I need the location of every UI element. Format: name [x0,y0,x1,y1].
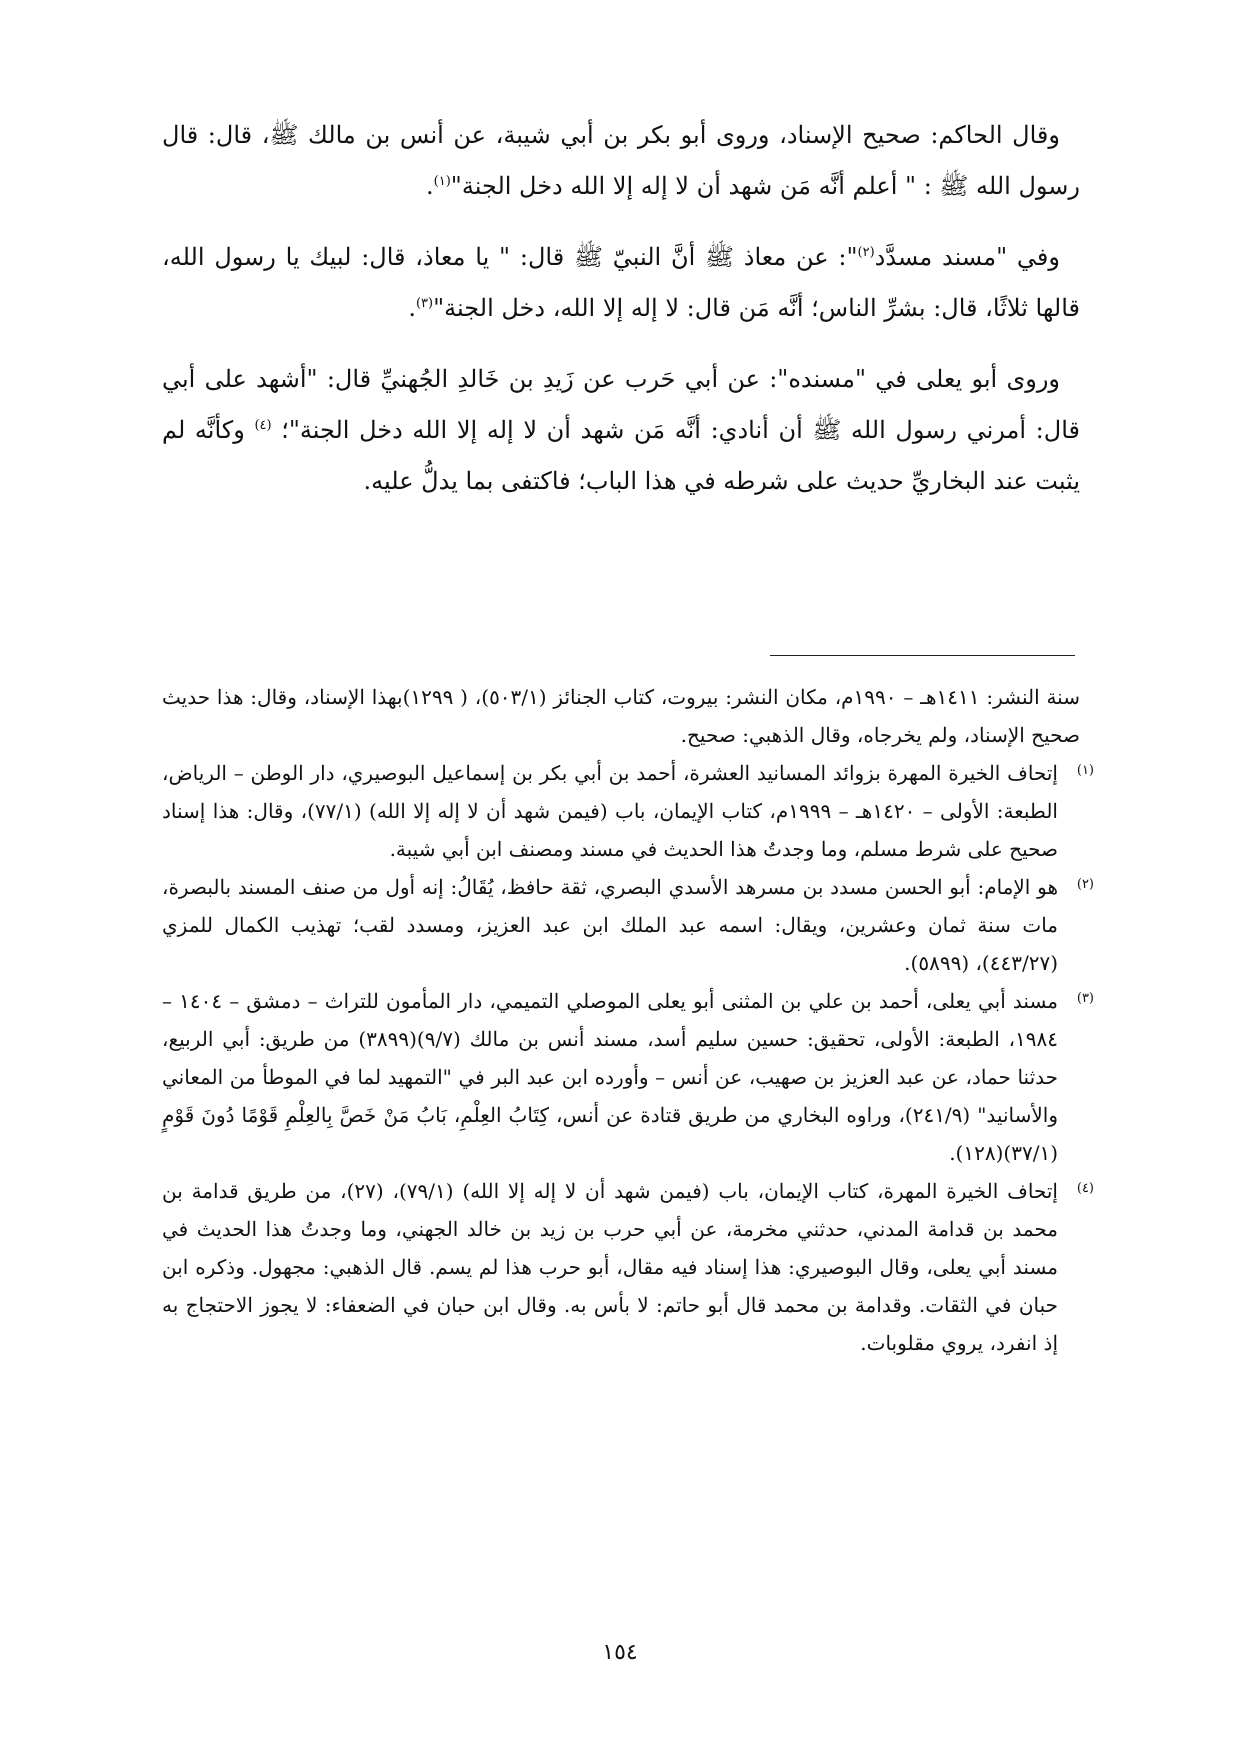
paragraph-1-tail: . [426,172,434,200]
footnote-2 [162,868,1094,982]
footnote-text-2: هو الإمام: أبو الحسن مسدد بن مسرهد الأسدي البصري، ثقة حافظ، يُقَالُ: إنه أول من صنف المسند بالبصرة، مات سنة ثمان وعشرين، ويقال: اسمه عبد الملك ابن عبد العزيز، ومسدد لقب؛ تهذيب الكمال للمزي (٤٤٣/٢٧)، (٥٨٩٩). [162,875,1058,975]
footnote-number-3: (٣) [1076,991,1094,1006]
footnote-ref-2[interactable]: (٢) [857,245,875,260]
main-text-body [162,110,1080,527]
paragraph-3 [162,354,1080,507]
footnote-1 [162,754,1094,868]
paragraph-2 [162,232,1080,334]
footnotes-section [162,678,1094,1362]
footnote-text-1: إتحاف الخيرة المهرة بزوائد المسانيد العشرة، أحمد بن أبي بكر بن إسماعيل البوصيري، دار الوطن – الرياض، الطبعة: الأولى – ١٤٢٠هـ – ١٩٩٩م، كتاب الإيمان، باب (فيمن شهد أن لا إله إلا الله) (٧٧/١)، وقال: هذا إسناد صحيح على شرط مسلم، وما وجدتُ هذا الحديث في مسند ومصنف ابن أبي شيبة. [162,761,1058,861]
footnote-text-3: مسند أبي يعلى، أحمد بن علي بن المثنى أبو يعلى الموصلي التميمي، دار المأمون للتراث – دمشق – ١٤٠٤ – ١٩٨٤، الطبعة: الأولى، تحقيق: حسين سليم أسد، مسند أنس بن مالك (٩/٧)(٣٨٩٩) من طريق: أبي الربيع، حدثنا حماد، عن عبد العزيز بن صهيب، عن أنس – وأورده ابن عبد البر في "التمهيد لما في الموطأ من المعاني والأسانيد" (٢٤١/٩)، وراوه البخاري من طريق قتادة عن أنس، كِتَابُ العِلْمِ، بَابُ مَنْ خَصَّ بِالعِلْمِ قَوْمًا دُونَ قَوْمٍ (٣٧/١)(١٢٨). [162,989,1058,1165]
paragraph-2-text-a: وفي "مسند مسدَّد [874,243,1060,271]
paragraph-2-text-b: ": عن معاذ ﷺ أنَّ النبيّ ﷺ قال: " يا معاذ، قال: لبيك يا رسول الله، قالها ثلاثًا، قال: بشرِّ الناس؛ أنَّه مَن قال: لا إله إلا الله، دخل الجنة" [162,243,1080,322]
footnote-ref-4[interactable]: (٤) [254,418,272,433]
paragraph-1-text: وقال الحاكم: صحيح الإسناد، وروى أبو بكر بن أبي شيبة، عن أنس بن مالك ﷺ، قال: قال رسول الله ﷺ : " أعلم أنَّه مَن شهد أن لا إله إلا الله دخل الجنة" [162,121,1080,200]
paragraph-2-tail: . [408,294,416,322]
footnote-ref-1[interactable]: (١) [433,174,451,189]
footnote-continuation: سنة النشر: ١٤١١هـ – ١٩٩٠م، مكان النشر: بيروت، كتاب الجنائز (٥٠٣/١)، ( ١٢٩٩)بهذا الإسناد، وقال: هذا حديث صحيح الإسناد، ولم يخرجاه، وقال الذهبي: صحيح. [162,685,1080,747]
footnote-separator [770,655,1075,656]
footnote-3 [162,982,1094,1172]
footnote-4 [162,1172,1094,1362]
footnote-number-4: (٤) [1076,1181,1094,1196]
footnote-number-1: (١) [1076,763,1094,778]
footnote-ref-3[interactable]: (٣) [415,296,434,311]
footnote-number-2: (٢) [1076,877,1094,892]
paragraph-3-text-a: وروى أبو يعلى في "مسنده": عن أبي حَرب عن زَيدِ بن خَالدِ الجُهنيِّ قال: "أشهد على أبي قال: أمرني رسول الله ﷺ أن أنادي: أنَّه مَن شهد أن لا إله إلا الله دخل الجنة"؛ [162,365,1080,444]
paragraph-1 [162,110,1080,212]
page-number: ١٥٤ [602,1640,638,1665]
paragraph-3-text-b: وكأنَّه لم يثبت عند البخاريِّ حديث على شرطه في هذا الباب؛ فاكتفى بما يدلُّ عليه. [162,416,1080,495]
footnote-text-4: إتحاف الخيرة المهرة، كتاب الإيمان، باب (فيمن شهد أن لا إله إلا الله) (٧٩/١)، (٢٧)، من طريق قدامة بن محمد بن قدامة المدني، حدثني مخرمة، عن أبي حرب بن زيد بن خالد الجهني، وما وجدتُ هذا الحديث في مسند أبي يعلى، وقال البوصيري: هذا إسناد فيه مقال، أبو حرب هذا لم يسم. قال الذهبي: مجهول. وذكره ابن حبان في الثقات. وقدامة بن محمد قال أبو حاتم: لا بأس به. وقال ابن حبان في الضعفاء: لا يجوز الاحتجاج به إذ انفرد، يروي مقلوبات. [162,1179,1058,1355]
